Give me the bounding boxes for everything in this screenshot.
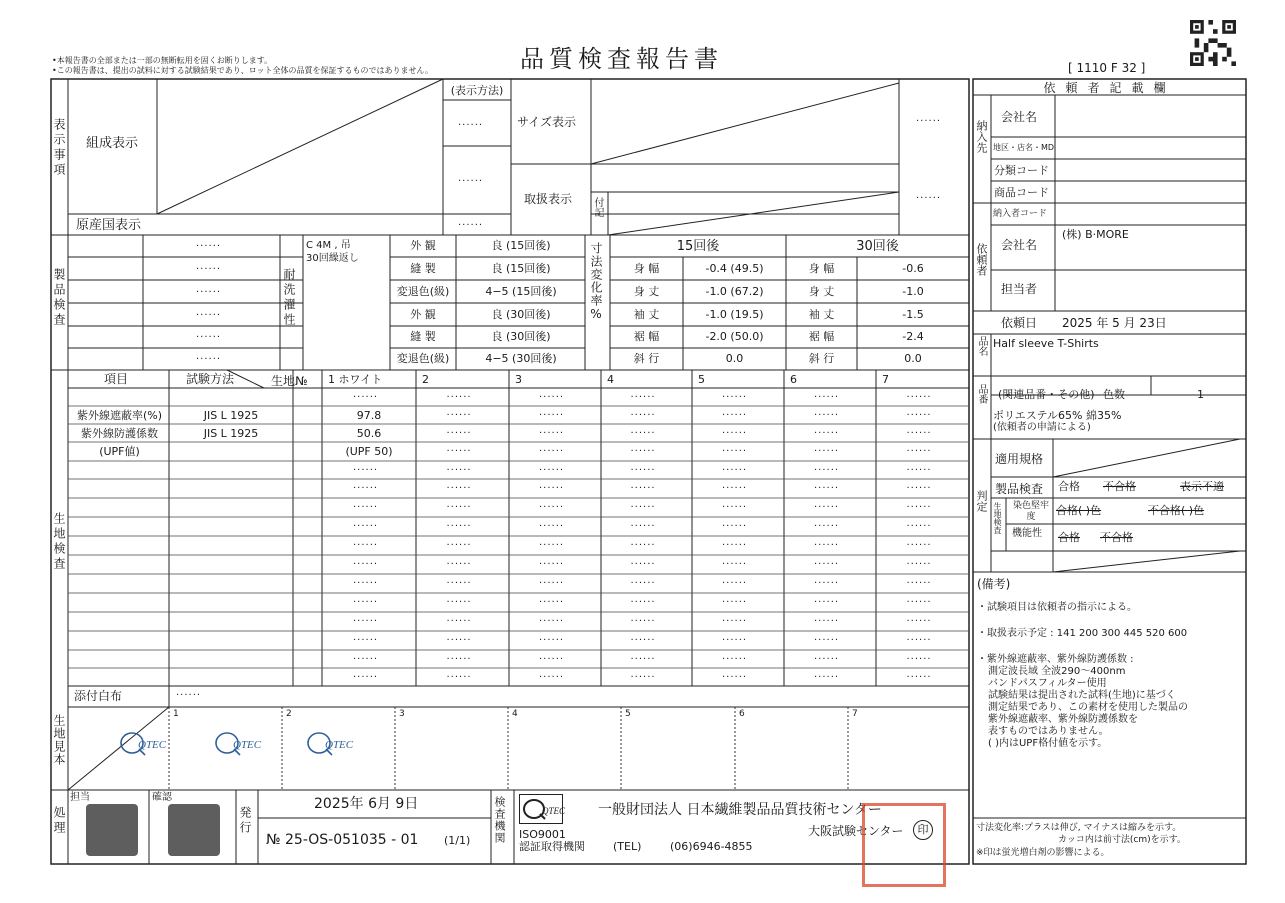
placeholder-dots: ······ <box>630 635 656 646</box>
placeholder-dots: ······ <box>906 428 932 439</box>
placeholder-dots: ······ <box>906 465 932 476</box>
placeholder-dots: ······ <box>446 597 472 608</box>
redacted-signature <box>86 804 138 856</box>
placeholder-dots: ······ <box>539 635 565 646</box>
placeholder-dots: ······ <box>722 597 748 608</box>
placeholder-dots: ······ <box>916 116 942 127</box>
placeholder-dots: ······ <box>814 635 840 646</box>
size-display-label: サイズ表示 <box>517 115 577 129</box>
placeholder-dots: ······ <box>630 540 656 551</box>
placeholder-dots: ······ <box>446 616 472 627</box>
placeholder-dots: ······ <box>906 635 932 646</box>
sample-col-number: 6 <box>739 709 745 719</box>
region-label: 地区・店名・MD <box>993 143 1055 152</box>
placeholder-dots: ······ <box>722 410 748 421</box>
fabric-test-method: JIS L 1925 <box>203 409 259 422</box>
washing-durability-label: 耐洗濯性 <box>282 268 296 328</box>
placeholder-dots: ······ <box>906 616 932 627</box>
requester-company-name: (株) B·MORE <box>1062 228 1129 241</box>
placeholder-dots: ······ <box>353 635 379 646</box>
placeholder-dots: ······ <box>539 502 565 513</box>
placeholder-dots: ······ <box>814 428 840 439</box>
placeholder-dots: ······ <box>176 690 202 701</box>
color-count-label: 色数 <box>1103 388 1125 401</box>
performance-pass: 合格 <box>1058 531 1080 544</box>
product-inspection-label: 製品検査 <box>52 268 66 328</box>
dim-item-30: 袖 丈 <box>808 308 835 321</box>
placeholder-dots: ······ <box>196 264 222 275</box>
after-15-header: 15回後 <box>676 239 720 254</box>
person-label: 担当者 <box>1001 282 1038 296</box>
fabric-sample-label: 生地見本 <box>52 714 66 766</box>
placeholder-dots: ······ <box>446 521 472 532</box>
placeholder-dots: ······ <box>539 392 565 403</box>
page-count: (1/1) <box>444 834 471 847</box>
request-date-label: 依頼日 <box>1001 316 1038 330</box>
requester-company-label: 会社名 <box>1001 238 1038 252</box>
page-title: 品質検査報告書 <box>520 45 723 73</box>
product-unsuitable: 表示不適 <box>1180 480 1224 493</box>
fabric-check-label: 生地検査 <box>993 502 1002 534</box>
product-code-label: 商品コード <box>994 186 1049 199</box>
placeholder-dots: ······ <box>906 521 932 532</box>
placeholder-dots: ······ <box>353 672 379 683</box>
placeholder-dots: ······ <box>630 410 656 421</box>
remark-2: ・取扱表示予定 : 141 200 300 445 520 600 <box>977 628 1188 639</box>
display-method-label: (表示方法) <box>450 84 504 97</box>
placeholder-dots: ······ <box>814 654 840 665</box>
placeholder-dots: ······ <box>539 521 565 532</box>
placeholder-dots: ······ <box>539 616 565 627</box>
redacted-signature <box>168 804 220 856</box>
inspection-body-label: 検査機関 <box>493 796 506 844</box>
remark-9: 表すものではありません。 <box>988 726 1109 737</box>
product-no-label: 品番 <box>976 384 987 404</box>
fabric-col-header: 1 ホワイト <box>328 373 383 386</box>
confirm-label: 確認 <box>152 792 172 803</box>
organization-name: 一般財団法人 日本繊維製品品質技術センター <box>598 802 882 818</box>
issue-date: 2025年 6月 9日 <box>314 796 419 812</box>
requester-label: 依頼者 <box>975 243 988 276</box>
branch-name: 大阪試験センター <box>808 824 904 838</box>
placeholder-dots: ······ <box>814 559 840 570</box>
logo-text: QTEC <box>138 739 167 751</box>
dim-item-15: 身 丈 <box>633 285 660 298</box>
fabric-test-item: 紫外線遮蔽率(%) <box>76 409 163 422</box>
placeholder-dots: ······ <box>722 672 748 683</box>
placeholder-dots: ······ <box>814 392 840 403</box>
placeholder-dots: ······ <box>722 578 748 589</box>
material-note: (依頼者の申請による) <box>993 422 1091 433</box>
fabric-test-item: 紫外線防護係数 <box>81 427 158 440</box>
client-heading: 依頼者記載欄 <box>1043 81 1176 95</box>
fabric-col-header: 2 <box>422 373 429 386</box>
placeholder-dots: ······ <box>906 654 932 665</box>
wash-item: 外 観 <box>410 308 436 321</box>
placeholder-dots: ······ <box>722 428 748 439</box>
tel-label: (TEL) <box>613 840 642 853</box>
placeholder-dots: ······ <box>196 241 222 252</box>
placeholder-dots: ······ <box>446 540 472 551</box>
dim-item-30: 身 幅 <box>808 262 835 275</box>
issue-label: 発行 <box>238 806 252 836</box>
placeholder-dots: ······ <box>630 392 656 403</box>
placeholder-dots: ······ <box>630 465 656 476</box>
related-label: (関連品番・その他) <box>998 388 1095 401</box>
wash-result: 4−5 (30回後) <box>485 352 557 365</box>
remark-8: 紫外線遮蔽率、紫外線防護係数を <box>988 714 1138 725</box>
placeholder-dots: ······ <box>196 332 222 343</box>
placeholder-dots: ······ <box>630 616 656 627</box>
iso-label: ISO9001 <box>519 828 566 841</box>
dim-value-15: -1.0 (19.5) <box>705 308 764 321</box>
fabric-test-method: JIS L 1925 <box>203 427 259 440</box>
wash-item: 変退色(級) <box>396 352 450 365</box>
wash-item: 変退色(級) <box>396 285 450 298</box>
disclaimer-2: •この報告書は、提出の試料に対する試験結果であり、ロット全体の品質を保証するものではありません。 <box>52 66 434 75</box>
placeholder-dots: ······ <box>353 392 379 403</box>
fabric-col-header: 3 <box>515 373 522 386</box>
qtec-logo-icon <box>519 794 566 824</box>
placeholder-dots: ······ <box>446 483 472 494</box>
placeholder-dots: ······ <box>722 465 748 476</box>
placeholder-dots: ······ <box>630 672 656 683</box>
fabric-test-value: 97.8 <box>356 409 382 422</box>
wash-item: 縫 製 <box>410 262 436 275</box>
placeholder-dots: ······ <box>814 578 840 589</box>
after-30-header: 30回後 <box>856 239 899 254</box>
dye-fastness-label: 染色堅牢度 <box>1012 501 1049 522</box>
logo-text: QTEC <box>233 739 262 751</box>
dye-pass: 合格( )色 <box>1056 504 1102 517</box>
wash-result: 良 (30回後) <box>491 330 551 343</box>
remark-1: ・試験項目は依頼者の指示による。 <box>977 602 1137 613</box>
dim-value-30: -1.5 <box>902 308 924 321</box>
placeholder-dots: ······ <box>539 578 565 589</box>
placeholder-dots: ······ <box>814 521 840 532</box>
placeholder-dots: ······ <box>446 428 472 439</box>
placeholder-dots: ······ <box>906 540 932 551</box>
placeholder-dots: ······ <box>906 446 932 457</box>
wash-result: 良 (15回後) <box>491 239 551 252</box>
material: ポリエステル65% 綿35% <box>993 409 1122 422</box>
supplier-code-label: 納入者コード <box>993 209 1048 219</box>
placeholder-dots: ······ <box>196 310 222 321</box>
placeholder-dots: ······ <box>722 483 748 494</box>
placeholder-dots: ······ <box>539 559 565 570</box>
wash-result: 良 (15回後) <box>491 262 551 275</box>
qtec-logo-icon <box>213 728 262 758</box>
remark-5: バンドパスフィルター使用 <box>988 678 1107 689</box>
placeholder-dots: ······ <box>446 465 472 476</box>
care-display-label: 取扱表示 <box>524 192 573 206</box>
report-number: № 25-OS-051035 - 01 <box>266 832 419 848</box>
color-count: 1 <box>1197 388 1204 401</box>
form-code: [ 1110 F 32 ] <box>1068 61 1146 75</box>
product-fail: 不合格 <box>1103 480 1136 493</box>
placeholder-dots: ······ <box>630 559 656 570</box>
placeholder-dots: ······ <box>814 672 840 683</box>
product-check-label: 製品検査 <box>995 482 1044 496</box>
composition-label: 組成表示 <box>86 136 139 151</box>
display-items-label: 表示事項 <box>52 118 66 178</box>
placeholder-dots: ······ <box>446 635 472 646</box>
dim-value-15: -1.0 (67.2) <box>705 285 764 298</box>
placeholder-dots: ······ <box>458 220 484 231</box>
fabric-col-header: 7 <box>882 373 889 386</box>
fabric-test-value: (UPF 50) <box>345 445 393 458</box>
qtec-logo-icon <box>305 728 354 758</box>
wash-result: 4−5 (15回後) <box>485 285 557 298</box>
sample-col-number: 4 <box>512 709 518 719</box>
request-date: 2025 年 5 月 23日 <box>1062 316 1167 330</box>
fabric-col-header: 6 <box>790 373 797 386</box>
wash-condition-1: C 4M , 吊 <box>306 240 351 251</box>
placeholder-dots: ······ <box>446 502 472 513</box>
placeholder-dots: ······ <box>906 392 932 403</box>
footnote-2: カッコ内は前寸法(cm)を示す。 <box>1058 835 1186 845</box>
fabric-test-item: (UPF値) <box>99 445 140 458</box>
origin-label: 原産国表示 <box>76 218 142 233</box>
judgement-label: 判定 <box>975 490 988 512</box>
dim-value-30: -2.4 <box>902 330 924 343</box>
dim-value-30: -1.0 <box>902 285 924 298</box>
placeholder-dots: ······ <box>446 392 472 403</box>
dim-value-30: 0.0 <box>904 352 922 365</box>
placeholder-dots: ······ <box>539 410 565 421</box>
placeholder-dots: ······ <box>814 597 840 608</box>
placeholder-dots: ······ <box>446 410 472 421</box>
placeholder-dots: ······ <box>906 672 932 683</box>
product-pass: 合格 <box>1058 480 1080 493</box>
placeholder-dots: ······ <box>814 446 840 457</box>
remark-7: 測定結果であり、この素材を使用した製品の <box>988 702 1188 713</box>
dim-item-15: 袖 丈 <box>633 308 660 321</box>
dim-item-30: 裾 幅 <box>808 330 835 343</box>
placeholder-dots: ······ <box>353 502 379 513</box>
placeholder-dots: ······ <box>196 287 222 298</box>
placeholder-dots: ······ <box>630 521 656 532</box>
dim-item-15: 斜 行 <box>633 352 660 365</box>
placeholder-dots: ······ <box>814 410 840 421</box>
dim-value-15: -0.4 (49.5) <box>705 262 764 275</box>
dim-item-15: 身 幅 <box>633 262 660 275</box>
logo-text: QTEC <box>542 806 566 816</box>
performance-label: 機能性 <box>1012 528 1042 539</box>
wash-result: 良 (30回後) <box>491 308 551 321</box>
dim-value-15: 0.0 <box>725 352 744 365</box>
fabric-inspection-label: 生地検査 <box>52 512 66 572</box>
placeholder-dots: ······ <box>906 559 932 570</box>
placeholder-dots: ······ <box>196 354 222 365</box>
sample-col-number: 5 <box>625 709 631 719</box>
dim-change-label: 寸法変化率% <box>589 242 603 322</box>
wash-item: 外 観 <box>410 239 436 252</box>
placeholder-dots: ······ <box>539 540 565 551</box>
remark-4: 測定波長域 全波290〜400nm <box>988 666 1126 677</box>
placeholder-dots: ······ <box>446 559 472 570</box>
placeholder-dots: ······ <box>906 578 932 589</box>
placeholder-dots: ······ <box>630 428 656 439</box>
wash-item: 縫 製 <box>410 330 436 343</box>
remarks-heading: (備考) <box>977 577 1011 591</box>
red-seal-stamp <box>862 803 946 887</box>
fabric-col-header: 4 <box>607 373 614 386</box>
product-name-label: 品名 <box>976 336 987 356</box>
fabric-col-header: 5 <box>698 373 705 386</box>
class-code-label: 分類コード <box>994 164 1049 177</box>
placeholder-dots: ······ <box>353 540 379 551</box>
placeholder-dots: ······ <box>446 654 472 665</box>
placeholder-dots: ······ <box>906 483 932 494</box>
dim-item-30: 斜 行 <box>808 352 835 365</box>
placeholder-dots: ······ <box>353 616 379 627</box>
placeholder-dots: ······ <box>539 483 565 494</box>
placeholder-dots: ······ <box>630 483 656 494</box>
placeholder-dots: ······ <box>353 597 379 608</box>
fabric-test-value: 50.6 <box>356 427 382 440</box>
wash-condition-2: 30回繰返し <box>306 253 359 264</box>
sample-col-number: 1 <box>173 709 179 719</box>
footnote-1: 寸法変化率:プラスは伸び, マイナスは縮みを示す。 <box>976 823 1182 833</box>
placeholder-dots: ······ <box>630 654 656 665</box>
placeholder-dots: ······ <box>458 176 484 187</box>
dim-item-15: 裾 幅 <box>633 330 660 343</box>
dim-value-15: -2.0 (50.0) <box>705 330 764 343</box>
placeholder-dots: ······ <box>906 502 932 513</box>
placeholder-dots: ······ <box>722 446 748 457</box>
placeholder-dots: ······ <box>353 465 379 476</box>
fabric-no-header: 生地№ <box>271 374 308 388</box>
performance-fail: 不合格 <box>1100 531 1133 544</box>
remark-10: ( )内はUPF格付値を示す。 <box>988 738 1108 749</box>
placeholder-dots: ······ <box>630 446 656 457</box>
standard-label: 適用規格 <box>995 452 1044 466</box>
attached-white-label: 添付白布 <box>74 689 123 703</box>
test-method-header: 試験方法 <box>186 372 235 386</box>
placeholder-dots: ······ <box>353 578 379 589</box>
placeholder-dots: ······ <box>446 578 472 589</box>
placeholder-dots: ······ <box>539 672 565 683</box>
placeholder-dots: ······ <box>353 521 379 532</box>
remark-3: ・紫外線遮蔽率、紫外線防護係数 : <box>977 654 1134 665</box>
placeholder-dots: ······ <box>722 502 748 513</box>
in-charge-label: 担当 <box>70 792 90 803</box>
placeholder-dots: ······ <box>722 521 748 532</box>
placeholder-dots: ······ <box>722 540 748 551</box>
placeholder-dots: ······ <box>539 446 565 457</box>
delivery-company-label: 会社名 <box>1001 110 1038 124</box>
placeholder-dots: ······ <box>630 502 656 513</box>
qtec-logo-icon <box>118 728 167 758</box>
placeholder-dots: ······ <box>814 483 840 494</box>
placeholder-dots: ······ <box>814 616 840 627</box>
placeholder-dots: ······ <box>906 597 932 608</box>
placeholder-dots: ······ <box>722 654 748 665</box>
placeholder-dots: ······ <box>446 672 472 683</box>
iso-sub-label: 認証取得機関 <box>519 840 585 853</box>
sample-col-number: 2 <box>286 709 292 719</box>
item-header: 項目 <box>104 372 129 386</box>
placeholder-dots: ······ <box>539 654 565 665</box>
placeholder-dots: ······ <box>353 483 379 494</box>
dim-value-30: -0.6 <box>902 262 924 275</box>
placeholder-dots: ······ <box>353 559 379 570</box>
disclaimer-1: •本報告書の全部または一部の無断転用を固くお断りします。 <box>52 56 273 65</box>
process-label: 処理 <box>52 806 66 836</box>
dim-item-30: 身 丈 <box>808 285 835 298</box>
delivery-label: 納入先 <box>975 120 988 153</box>
tel-number: (06)6946-4855 <box>670 840 753 853</box>
footnote-3: ※印は蛍光増白剤の影響による。 <box>976 848 1110 858</box>
sample-col-number: 7 <box>852 709 858 719</box>
placeholder-dots: ······ <box>458 120 484 131</box>
placeholder-dots: ······ <box>722 616 748 627</box>
seal-mark: 印 <box>913 820 933 840</box>
placeholder-dots: ······ <box>630 597 656 608</box>
placeholder-dots: ······ <box>539 465 565 476</box>
placeholder-dots: ······ <box>353 654 379 665</box>
attached-label: 付記 <box>592 197 603 217</box>
placeholder-dots: ······ <box>916 193 942 204</box>
placeholder-dots: ······ <box>539 597 565 608</box>
logo-text: QTEC <box>325 739 354 751</box>
sample-col-number: 3 <box>399 709 405 719</box>
placeholder-dots: ······ <box>722 635 748 646</box>
placeholder-dots: ······ <box>814 540 840 551</box>
placeholder-dots: ······ <box>814 465 840 476</box>
remark-6: 試験結果は提出された試料(生地)に基づく <box>988 690 1176 701</box>
product-name: Half sleeve T-Shirts <box>993 337 1099 350</box>
placeholder-dots: ······ <box>630 578 656 589</box>
placeholder-dots: ······ <box>814 502 840 513</box>
placeholder-dots: ······ <box>446 446 472 457</box>
placeholder-dots: ······ <box>722 559 748 570</box>
placeholder-dots: ······ <box>906 410 932 421</box>
placeholder-dots: ······ <box>539 428 565 439</box>
dye-fail: 不合格( )色 <box>1148 504 1205 517</box>
placeholder-dots: ······ <box>722 392 748 403</box>
